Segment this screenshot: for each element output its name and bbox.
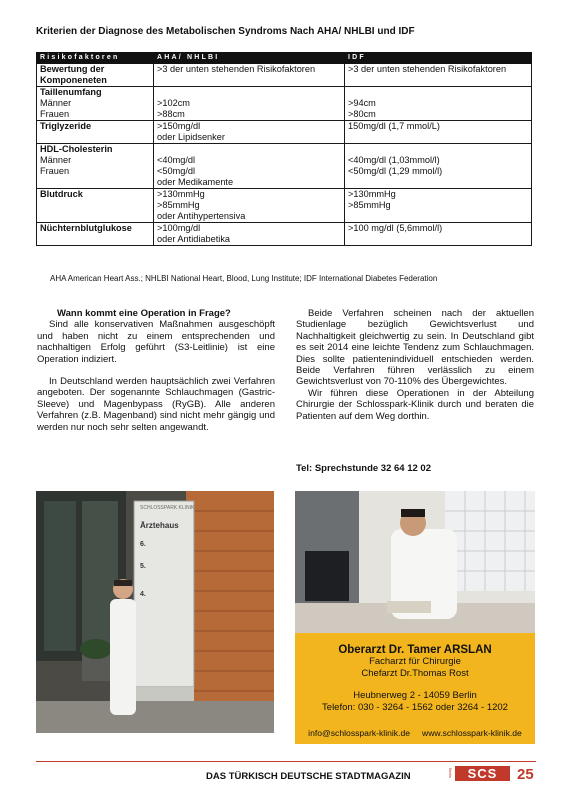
idf-text: <40mg/dl (1,03mmol/l) — [348, 155, 440, 165]
criteria-row-glucose — [37, 223, 532, 246]
aha-text: <50mg/dl — [157, 166, 196, 176]
factor-sub-men: Männer — [40, 155, 72, 165]
article-paragraph: In Deutschland werden hauptsächlich zwei Verfahren angeboten. Der sogenannte Schlauchmagen (Gastric-Sleeve) und Magenbypass (RyGB). Alle anderen Verfahren (z.B. Magenband) sind nicht mehr gängig und werden nur noch sehr selten angewandt. — [37, 376, 275, 433]
aha-text: >3 der unten stehenden Risikofaktoren — [157, 64, 316, 74]
aha-text: >130mmHg — [157, 189, 205, 199]
aha-text: >102cm — [157, 98, 190, 108]
doctor-office-illustration — [295, 491, 535, 633]
idf-text — [348, 144, 528, 155]
header-idf: IDF — [345, 53, 532, 64]
photo-doctor-office — [295, 491, 535, 633]
criteria-row-triglycerides — [37, 121, 532, 144]
idf-text: >80cm — [348, 109, 376, 119]
sign-floor: 6. — [140, 541, 146, 548]
criteria-row-components — [37, 64, 532, 87]
website-link[interactable]: www.schlosspark-klinik.de — [422, 728, 522, 738]
idf-text: >130mmHg — [348, 189, 396, 199]
factor-text: Bewertung der Komponeneten — [40, 64, 107, 85]
aha-text: >100mg/dl — [157, 223, 201, 233]
brand-mark: SCS — [455, 766, 510, 781]
article-paragraph: Wir führen diese Operationen in der Abteilung Chirurgie der Schlosspark-Klinik durch und beraten die Patienten auf dem Weg dorthin. — [296, 387, 534, 422]
idf-text — [348, 87, 528, 98]
article-paragraph: Sind alle konservativen Maßnahmen ausgeschöpft und haben nicht zu einem entsprechenden und nachhaltigen Erfolg geführt (S3-Leitlinie) ist eine Operation indiziert. — [37, 319, 275, 365]
aha-text: oder Medikamente — [157, 177, 234, 187]
page-number: 25 — [517, 766, 534, 783]
factor-text: Triglyzeride — [40, 121, 92, 131]
article-column-right — [296, 308, 534, 422]
aha-text: >150mg/dl — [157, 121, 201, 131]
footer-divider — [36, 761, 536, 762]
factor-sub-women: Frauen — [40, 109, 70, 119]
email-link[interactable]: info@schlosspark-klinik.de — [308, 728, 411, 738]
sign-floor: 4. — [140, 591, 146, 598]
criteria-row-hdl — [37, 144, 532, 189]
aha-text: >85mmHg — [157, 200, 200, 210]
contact-links — [295, 728, 535, 738]
aha-text: oder Antihypertensiva — [157, 211, 246, 221]
aha-text: >88cm — [157, 109, 185, 119]
idf-text: >85mmHg — [348, 200, 391, 210]
sign-title: Ärztehaus — [140, 521, 179, 530]
header-aha: AHA/ NHLBI — [154, 53, 345, 64]
factor-text: HDL-Cholesterin — [40, 144, 113, 154]
idf-text: >94cm — [348, 98, 376, 108]
brand-logo — [448, 766, 511, 782]
chief-physician: Chefarzt Dr.Thomas Rost — [361, 668, 469, 679]
factor-text: Blutdruck — [40, 189, 83, 199]
contact-box — [295, 633, 535, 744]
telephone-line: Tel: Sprechstunde 32 64 12 02 — [296, 463, 431, 474]
table-source-note: AHA American Heart Ass.; NHLBI National Heart, Blood, Lung Institute; IDF International Diabetes Federation — [50, 274, 438, 283]
brand-city: Berlin — [448, 768, 453, 779]
idf-text: >3 der unten stehenden Risikofaktoren — [348, 64, 507, 74]
doctor-specialty: Facharzt für Chirurgie — [369, 656, 461, 667]
criteria-row-waist — [37, 87, 532, 121]
factor-sub-men: Männer — [40, 98, 72, 108]
idf-text: >100 mg/dl (5,6mmol/l) — [348, 223, 443, 233]
factor-text: Nüchternblutglukose — [40, 223, 132, 233]
factor-sub-women: Frauen — [40, 166, 70, 176]
idf-text: 150mg/dl (1,7 mmol/L) — [348, 121, 440, 131]
sign-brand: SCHLOSSPARK KLINIK — [140, 505, 195, 511]
criteria-table — [36, 52, 532, 246]
magazine-name: DAS TÜRKISCH DEUTSCHE STADTMAGAZIN — [206, 771, 411, 782]
header-factor: Risikofaktoren — [37, 53, 154, 64]
article-paragraph: Beide Verfahren scheinen nach der aktuellen Studienlage bezüglich Gewichtsverlust und Nachhaltigkeit gleichwertig zu sein. In Deutschland gibt es seit 2014 eine leichte Tendenz zum Schlauchmagen. Dies sollte patientenindividuell entschieden werden. Beide Verfahren führen verlässlich zu einem Gewichtsverlust von 70-110% des Übergewichtes. — [296, 308, 534, 388]
idf-text: <50mg/dl (1,29 mmol/l) — [348, 166, 443, 176]
photo-clinic-entrance — [36, 491, 274, 733]
aha-text — [157, 87, 341, 98]
criteria-header-row — [37, 53, 532, 64]
criteria-title: Kriterien der Diagnose des Metabolischen Syndroms Nach AHA/ NHLBI und IDF — [36, 26, 415, 37]
sign-floor: 5. — [140, 563, 146, 570]
aha-text: <40mg/dl — [157, 155, 196, 165]
article-column-left — [37, 308, 275, 433]
clinic-address: Heubnerweg 2 - 14059 Berlin — [353, 690, 477, 701]
doctor-name: Oberarzt Dr. Tamer ARSLAN — [338, 644, 492, 656]
criteria-row-bloodpressure — [37, 189, 532, 223]
aha-text: oder Antidiabetika — [157, 234, 231, 244]
article-heading: Wann kommt eine Operation in Frage? — [57, 308, 231, 319]
aha-text: oder Lipidsenker — [157, 132, 225, 142]
aha-text — [157, 144, 341, 155]
clinic-phone: Telefon: 030 - 3264 - 1562 oder 3264 - 1202 — [322, 702, 508, 713]
factor-text: Taillenumfang — [40, 87, 102, 97]
